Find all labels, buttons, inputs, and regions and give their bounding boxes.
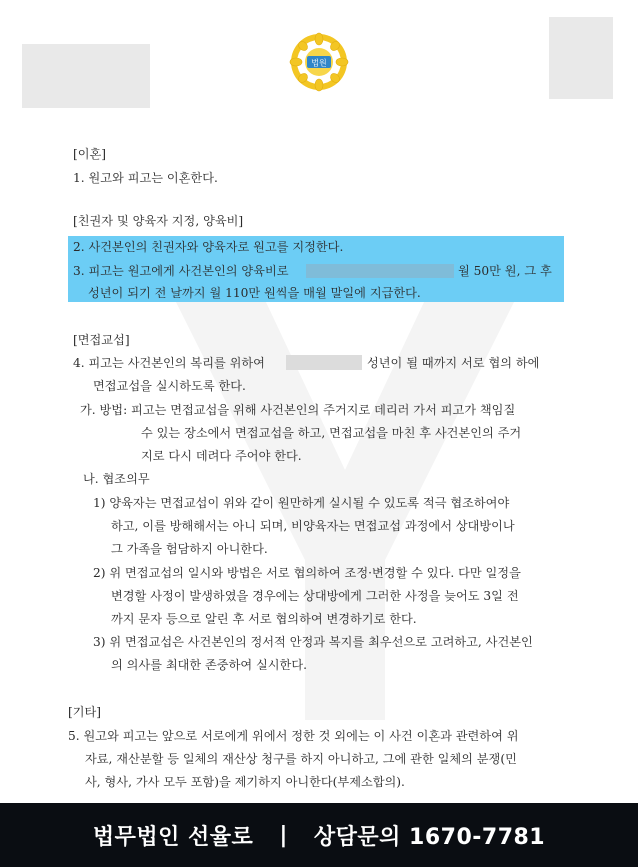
section-heading-other: [기타]: [68, 705, 102, 719]
clause-4-continued: 면접교섭을 실시하도록 한다.: [93, 379, 246, 393]
clause-1: 1. 원고와 피고는 이혼한다.: [73, 171, 218, 185]
redacted-header-left: [22, 44, 150, 108]
clause-3-amount: 월 50만 원, 그 후: [458, 264, 552, 278]
redacted-header-right: [549, 17, 613, 99]
clause-4-end: 성년이 될 때까지 서로 협의 하에: [367, 356, 540, 370]
duty-2-line-1: 2) 위 면접교섭의 일시와 방법은 서로 협의하여 조정·변경할 수 있다. 다만 일정을: [93, 566, 521, 580]
redacted-visitation-period: [286, 355, 362, 370]
court-seal-icon: [287, 30, 351, 94]
redacted-child-support-period: [306, 264, 454, 278]
duty-1-line-1: 1) 양육자는 면접교섭이 위와 같이 원만하게 실시될 수 있도록 적극 협조하여야: [93, 496, 510, 510]
clause-5-line-2: 자료, 재산분할 등 일체의 재산상 청구를 하지 아니하고, 그에 관한 일체의 분쟁(민: [85, 752, 517, 766]
law-firm-name: 법무법인 선율로: [92, 824, 254, 850]
clause-4-start: 4. 피고는 사건본인의 복리를 위하여: [73, 356, 265, 370]
duty-2-line-3: 까지 문자 등으로 알린 후 서로 협의하여 변경하기로 한다.: [111, 612, 417, 626]
clause-3-start: 3. 피고는 원고에게 사건본인의 양육비로: [73, 264, 289, 278]
clause-5-line-1: 5. 원고와 피고는 앞으로 서로에게 위에서 정한 것 외에는 이 사건 이혼과 관련하여 위: [68, 729, 519, 743]
section-heading-divorce: [이혼]: [73, 147, 107, 161]
duty-2-line-2: 변경할 사정이 발생하였을 경우에는 상대방에게 그러한 사정을 늦어도 3일 전: [111, 589, 519, 603]
consultation-phone[interactable]: 상담문의 1670-7781: [313, 824, 546, 850]
method-line-2: 수 있는 장소에서 면접교섭을 하고, 면접교섭을 마친 후 사건본인의 주거: [141, 426, 522, 440]
section-heading-custody: [친권자 및 양육자 지정, 양육비]: [73, 214, 244, 228]
clause-2: 2. 사건본인의 친권자와 양육자로 원고를 지정한다.: [73, 240, 344, 254]
duty-1-line-2: 하고, 이를 방해해서는 아니 되며, 비양육자는 면접교섭 과정에서 상대방이나: [111, 519, 515, 533]
method-line-3: 지로 다시 데려다 주어야 한다.: [141, 449, 302, 463]
duty-3-line-2: 의 의사를 최대한 존중하여 실시한다.: [111, 658, 307, 672]
duty-heading: 나. 협조의무: [83, 472, 150, 486]
clause-3-continued: 성년이 되기 전 날까지 월 110만 원씩을 매월 말일에 지급한다.: [88, 286, 421, 300]
section-heading-visitation: [면접교섭]: [73, 333, 130, 347]
contact-banner: [0, 803, 638, 867]
duty-3-line-1: 3) 위 면접교섭은 사건본인의 정서적 안정과 복지를 최우선으로 고려하고, 사건본인: [93, 635, 533, 649]
seal-text: 법원: [311, 58, 327, 68]
clause-5-line-3: 사, 형사, 가사 모두 포함)을 제기하지 아니한다(부제소합의).: [85, 775, 405, 789]
method-line-1: 가. 방법: 피고는 면접교섭을 위해 사건본인의 주거지로 데리러 가서 피고가 책임질: [80, 403, 516, 417]
duty-1-line-3: 그 가족을 험담하지 아니한다.: [111, 542, 268, 556]
banner-separator: |: [279, 822, 288, 848]
